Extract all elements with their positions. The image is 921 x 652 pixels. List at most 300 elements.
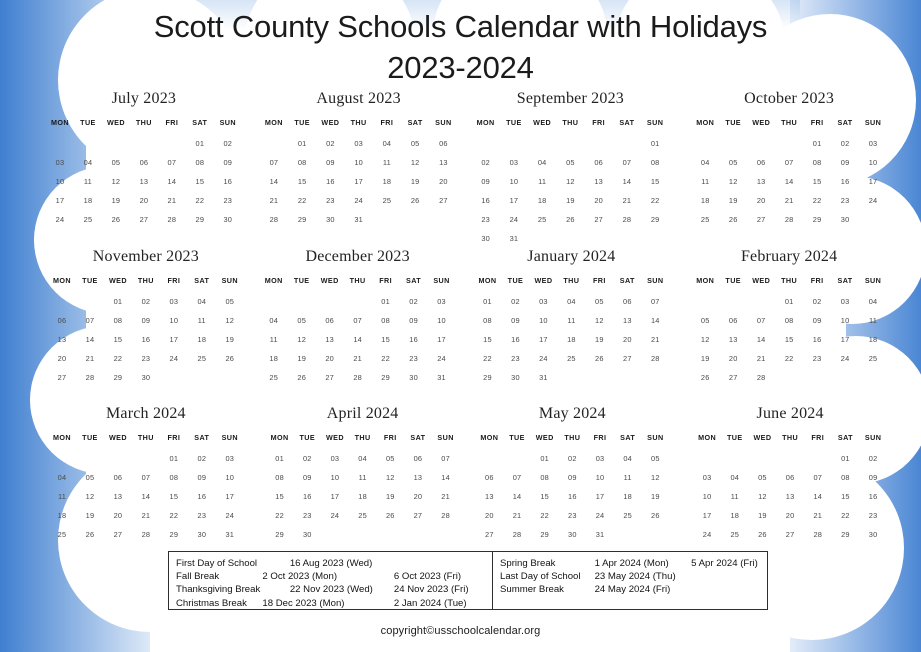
- day-cell[interactable]: 22: [841, 511, 850, 520]
- day-cell[interactable]: 21: [512, 511, 522, 520]
- day-cell[interactable]: 12: [758, 492, 767, 501]
- day-cell[interactable]: 22: [195, 196, 205, 205]
- day-cell[interactable]: 31: [539, 373, 548, 382]
- day-cell[interactable]: 10: [702, 492, 712, 501]
- day-cell[interactable]: 03: [55, 158, 65, 167]
- day-cell[interactable]: 20: [785, 511, 795, 520]
- day-cell[interactable]: 29: [169, 530, 179, 539]
- day-cell[interactable]: 17: [354, 177, 363, 186]
- day-cell[interactable]: 14: [141, 492, 151, 501]
- day-cell[interactable]: 27: [728, 373, 738, 382]
- day-cell[interactable]: 31: [509, 234, 519, 243]
- day-cell[interactable]: 26: [385, 511, 395, 520]
- day-cell[interactable]: 04: [623, 454, 632, 463]
- day-cell[interactable]: 25: [83, 215, 93, 224]
- day-cell[interactable]: 08: [169, 473, 179, 482]
- day-cell[interactable]: 11: [567, 316, 576, 325]
- day-cell[interactable]: 12: [385, 473, 395, 482]
- day-cell[interactable]: 17: [225, 492, 235, 501]
- day-cell[interactable]: 27: [325, 373, 334, 382]
- day-cell[interactable]: 24: [509, 215, 519, 224]
- day-cell[interactable]: 15: [784, 335, 794, 344]
- day-cell[interactable]: 07: [622, 158, 632, 167]
- day-cell[interactable]: 19: [595, 335, 604, 344]
- day-cell[interactable]: 19: [111, 196, 121, 205]
- day-cell[interactable]: 10: [539, 316, 548, 325]
- day-cell[interactable]: 02: [197, 454, 207, 463]
- day-cell[interactable]: 06: [57, 316, 67, 325]
- day-cell[interactable]: 23: [481, 215, 490, 224]
- day-cell[interactable]: 30: [868, 530, 878, 539]
- day-cell[interactable]: 04: [537, 158, 547, 167]
- day-cell[interactable]: 06: [485, 473, 494, 482]
- day-cell[interactable]: 16: [302, 492, 312, 501]
- day-cell[interactable]: 15: [297, 177, 307, 186]
- day-cell[interactable]: 26: [410, 196, 420, 205]
- day-cell[interactable]: 28: [622, 215, 632, 224]
- day-cell[interactable]: 27: [413, 511, 423, 520]
- day-cell[interactable]: 01: [381, 297, 390, 306]
- day-cell[interactable]: 12: [566, 177, 575, 186]
- day-cell[interactable]: 05: [595, 297, 604, 306]
- day-cell[interactable]: 30: [511, 373, 520, 382]
- day-cell[interactable]: 12: [595, 316, 604, 325]
- day-cell[interactable]: 19: [728, 196, 738, 205]
- day-cell[interactable]: 14: [622, 177, 632, 186]
- day-cell[interactable]: 04: [57, 473, 67, 482]
- day-cell[interactable]: 17: [55, 196, 65, 205]
- day-cell[interactable]: 01: [275, 454, 284, 463]
- day-cell[interactable]: 20: [325, 354, 334, 363]
- day-cell[interactable]: 18: [358, 492, 367, 501]
- day-cell[interactable]: 28: [85, 373, 95, 382]
- day-cell[interactable]: 07: [784, 158, 794, 167]
- day-cell[interactable]: 03: [437, 297, 446, 306]
- day-cell[interactable]: 17: [702, 511, 712, 520]
- day-cell[interactable]: 14: [784, 177, 794, 186]
- day-cell[interactable]: 03: [509, 158, 519, 167]
- day-cell[interactable]: 16: [868, 492, 878, 501]
- day-cell[interactable]: 27: [594, 215, 603, 224]
- day-cell[interactable]: 10: [840, 316, 850, 325]
- day-cell[interactable]: 26: [566, 215, 575, 224]
- day-cell[interactable]: 07: [141, 473, 151, 482]
- day-cell[interactable]: 21: [756, 354, 766, 363]
- day-cell[interactable]: 25: [269, 373, 279, 382]
- day-cell[interactable]: 17: [868, 177, 878, 186]
- day-cell[interactable]: 11: [701, 177, 710, 186]
- day-cell[interactable]: 05: [758, 473, 767, 482]
- day-cell[interactable]: 16: [481, 196, 490, 205]
- day-cell[interactable]: 19: [385, 492, 395, 501]
- day-cell[interactable]: 09: [812, 316, 822, 325]
- day-cell[interactable]: 25: [358, 511, 367, 520]
- day-cell[interactable]: 08: [784, 316, 794, 325]
- day-cell[interactable]: 15: [381, 335, 390, 344]
- day-cell[interactable]: 21: [813, 511, 823, 520]
- day-cell[interactable]: 15: [650, 177, 660, 186]
- day-cell[interactable]: 15: [483, 335, 492, 344]
- day-cell[interactable]: 17: [539, 335, 548, 344]
- day-cell[interactable]: 10: [437, 316, 446, 325]
- day-cell[interactable]: 22: [650, 196, 660, 205]
- day-cell[interactable]: 09: [223, 158, 233, 167]
- day-cell[interactable]: 19: [651, 492, 660, 501]
- day-cell[interactable]: 19: [758, 511, 767, 520]
- day-cell[interactable]: 24: [840, 354, 850, 363]
- day-cell[interactable]: 21: [167, 196, 177, 205]
- day-cell[interactable]: 06: [785, 473, 795, 482]
- day-cell[interactable]: 13: [439, 158, 448, 167]
- day-cell[interactable]: 03: [330, 454, 340, 463]
- day-cell[interactable]: 07: [756, 316, 766, 325]
- day-cell[interactable]: 09: [409, 316, 418, 325]
- day-cell[interactable]: 25: [567, 354, 576, 363]
- day-cell[interactable]: 16: [812, 335, 822, 344]
- day-cell[interactable]: 08: [812, 158, 822, 167]
- day-cell[interactable]: 15: [812, 177, 822, 186]
- day-cell[interactable]: 13: [325, 335, 334, 344]
- day-cell[interactable]: 11: [730, 492, 739, 501]
- day-cell[interactable]: 20: [756, 196, 766, 205]
- day-cell[interactable]: 10: [868, 158, 878, 167]
- day-cell[interactable]: 09: [568, 473, 577, 482]
- day-cell[interactable]: 05: [111, 158, 121, 167]
- day-cell[interactable]: 25: [730, 530, 740, 539]
- day-cell[interactable]: 18: [700, 196, 710, 205]
- day-cell[interactable]: 27: [113, 530, 123, 539]
- day-cell[interactable]: 24: [539, 354, 548, 363]
- day-cell[interactable]: 18: [382, 177, 392, 186]
- day-cell[interactable]: 22: [113, 354, 123, 363]
- day-cell[interactable]: 17: [437, 335, 446, 344]
- day-cell[interactable]: 15: [275, 492, 284, 501]
- day-cell[interactable]: 08: [195, 158, 205, 167]
- day-cell[interactable]: 12: [297, 335, 307, 344]
- day-cell[interactable]: 12: [225, 316, 235, 325]
- day-cell[interactable]: 07: [353, 316, 362, 325]
- day-cell[interactable]: 26: [297, 373, 307, 382]
- day-cell[interactable]: 01: [841, 454, 850, 463]
- day-cell[interactable]: 23: [302, 511, 312, 520]
- day-cell[interactable]: 18: [730, 511, 740, 520]
- day-cell[interactable]: 16: [326, 177, 335, 186]
- day-cell[interactable]: 30: [568, 530, 577, 539]
- day-cell[interactable]: 29: [195, 215, 205, 224]
- day-cell[interactable]: 08: [841, 473, 850, 482]
- day-cell[interactable]: 05: [85, 473, 95, 482]
- day-cell[interactable]: 11: [197, 316, 206, 325]
- day-cell[interactable]: 23: [511, 354, 520, 363]
- day-cell[interactable]: 05: [700, 316, 710, 325]
- day-cell[interactable]: 21: [269, 196, 279, 205]
- day-cell[interactable]: 20: [413, 492, 423, 501]
- day-cell[interactable]: 29: [297, 215, 307, 224]
- day-cell[interactable]: 13: [57, 335, 67, 344]
- day-cell[interactable]: 22: [540, 511, 549, 520]
- day-cell[interactable]: 05: [297, 316, 307, 325]
- day-cell[interactable]: 23: [141, 354, 151, 363]
- day-cell[interactable]: 05: [385, 454, 395, 463]
- day-cell[interactable]: 25: [868, 354, 878, 363]
- day-cell[interactable]: 04: [868, 297, 878, 306]
- day-cell[interactable]: 10: [330, 473, 340, 482]
- day-cell[interactable]: 30: [409, 373, 418, 382]
- day-cell[interactable]: 01: [195, 139, 205, 148]
- day-cell[interactable]: 14: [756, 335, 766, 344]
- day-cell[interactable]: 11: [269, 335, 278, 344]
- day-cell[interactable]: 23: [840, 196, 850, 205]
- day-cell[interactable]: 07: [813, 473, 823, 482]
- day-cell[interactable]: 22: [381, 354, 390, 363]
- day-cell[interactable]: 07: [167, 158, 177, 167]
- day-cell[interactable]: 27: [623, 354, 632, 363]
- day-cell[interactable]: 28: [756, 373, 766, 382]
- day-cell[interactable]: 18: [623, 492, 632, 501]
- day-cell[interactable]: 19: [85, 511, 95, 520]
- day-cell[interactable]: 07: [650, 297, 660, 306]
- day-cell[interactable]: 14: [512, 492, 522, 501]
- day-cell[interactable]: 03: [169, 297, 179, 306]
- day-cell[interactable]: 04: [567, 297, 576, 306]
- day-cell[interactable]: 30: [223, 215, 233, 224]
- day-cell[interactable]: 05: [225, 297, 235, 306]
- day-cell[interactable]: 05: [410, 139, 420, 148]
- day-cell[interactable]: 02: [141, 297, 151, 306]
- day-cell[interactable]: 28: [650, 354, 660, 363]
- day-cell[interactable]: 28: [353, 373, 362, 382]
- day-cell[interactable]: 14: [650, 316, 660, 325]
- day-cell[interactable]: 22: [784, 354, 794, 363]
- day-cell[interactable]: 26: [651, 511, 660, 520]
- day-cell[interactable]: 01: [169, 454, 179, 463]
- day-cell[interactable]: 24: [55, 215, 65, 224]
- day-cell[interactable]: 09: [511, 316, 520, 325]
- day-cell[interactable]: 03: [225, 454, 235, 463]
- day-cell[interactable]: 07: [512, 473, 522, 482]
- day-cell[interactable]: 11: [358, 473, 367, 482]
- day-cell[interactable]: 08: [540, 473, 549, 482]
- day-cell[interactable]: 19: [566, 196, 575, 205]
- day-cell[interactable]: 18: [868, 335, 878, 344]
- day-cell[interactable]: 22: [275, 511, 284, 520]
- day-cell[interactable]: 09: [302, 473, 312, 482]
- day-cell[interactable]: 29: [650, 215, 660, 224]
- day-cell[interactable]: 24: [169, 354, 179, 363]
- day-cell[interactable]: 01: [784, 297, 794, 306]
- day-cell[interactable]: 18: [269, 354, 279, 363]
- day-cell[interactable]: 31: [437, 373, 446, 382]
- day-cell[interactable]: 15: [540, 492, 549, 501]
- day-cell[interactable]: 22: [297, 196, 307, 205]
- day-cell[interactable]: 12: [651, 473, 660, 482]
- day-cell[interactable]: 25: [700, 215, 710, 224]
- day-cell[interactable]: 15: [113, 335, 123, 344]
- day-cell[interactable]: 01: [650, 139, 660, 148]
- day-cell[interactable]: 20: [113, 511, 123, 520]
- day-cell[interactable]: 31: [225, 530, 235, 539]
- day-cell[interactable]: 25: [382, 196, 392, 205]
- day-cell[interactable]: 12: [85, 492, 95, 501]
- day-cell[interactable]: 11: [538, 177, 547, 186]
- day-cell[interactable]: 14: [85, 335, 95, 344]
- day-cell[interactable]: 19: [225, 335, 235, 344]
- day-cell[interactable]: 27: [439, 196, 448, 205]
- day-cell[interactable]: 20: [57, 354, 67, 363]
- day-cell[interactable]: 26: [85, 530, 95, 539]
- day-cell[interactable]: 28: [813, 530, 823, 539]
- day-cell[interactable]: 27: [57, 373, 67, 382]
- day-cell[interactable]: 12: [111, 177, 121, 186]
- day-cell[interactable]: 23: [197, 511, 207, 520]
- day-cell[interactable]: 07: [269, 158, 279, 167]
- day-cell[interactable]: 04: [83, 158, 93, 167]
- day-cell[interactable]: 02: [568, 454, 577, 463]
- day-cell[interactable]: 25: [623, 511, 632, 520]
- day-cell[interactable]: 22: [812, 196, 822, 205]
- day-cell[interactable]: 02: [511, 297, 520, 306]
- day-cell[interactable]: 13: [113, 492, 123, 501]
- day-cell[interactable]: 29: [540, 530, 549, 539]
- day-cell[interactable]: 09: [481, 177, 490, 186]
- day-cell[interactable]: 27: [139, 215, 149, 224]
- day-cell[interactable]: 29: [812, 215, 822, 224]
- day-cell[interactable]: 13: [485, 492, 494, 501]
- day-cell[interactable]: 02: [812, 297, 822, 306]
- day-cell[interactable]: 13: [623, 316, 632, 325]
- day-cell[interactable]: 19: [297, 354, 307, 363]
- day-cell[interactable]: 17: [330, 492, 340, 501]
- day-cell[interactable]: 23: [812, 354, 822, 363]
- day-cell[interactable]: 16: [568, 492, 577, 501]
- day-cell[interactable]: 06: [139, 158, 149, 167]
- day-cell[interactable]: 03: [595, 454, 605, 463]
- day-cell[interactable]: 01: [297, 139, 307, 148]
- day-cell[interactable]: 08: [650, 158, 660, 167]
- day-cell[interactable]: 05: [566, 158, 575, 167]
- day-cell[interactable]: 21: [650, 335, 660, 344]
- day-cell[interactable]: 09: [840, 158, 850, 167]
- day-cell[interactable]: 14: [167, 177, 177, 186]
- day-cell[interactable]: 23: [223, 196, 233, 205]
- day-cell[interactable]: 02: [326, 139, 335, 148]
- day-cell[interactable]: 01: [812, 139, 822, 148]
- day-cell[interactable]: 20: [728, 354, 738, 363]
- day-cell[interactable]: 24: [225, 511, 235, 520]
- day-cell[interactable]: 16: [141, 335, 151, 344]
- day-cell[interactable]: 28: [441, 511, 450, 520]
- day-cell[interactable]: 24: [702, 530, 712, 539]
- day-cell[interactable]: 29: [381, 373, 390, 382]
- day-cell[interactable]: 02: [840, 139, 850, 148]
- day-cell[interactable]: 27: [485, 530, 494, 539]
- day-cell[interactable]: 26: [111, 215, 121, 224]
- day-cell[interactable]: 16: [409, 335, 418, 344]
- day-cell[interactable]: 08: [381, 316, 390, 325]
- day-cell[interactable]: 06: [413, 454, 423, 463]
- day-cell[interactable]: 17: [840, 335, 850, 344]
- day-cell[interactable]: 12: [700, 335, 710, 344]
- day-cell[interactable]: 04: [700, 158, 710, 167]
- day-cell[interactable]: 30: [326, 215, 335, 224]
- day-cell[interactable]: 19: [700, 354, 710, 363]
- day-cell[interactable]: 26: [700, 373, 710, 382]
- day-cell[interactable]: 01: [483, 297, 492, 306]
- day-cell[interactable]: 21: [85, 354, 95, 363]
- day-cell[interactable]: 10: [595, 473, 605, 482]
- day-cell[interactable]: 30: [840, 215, 850, 224]
- day-cell[interactable]: 18: [57, 511, 67, 520]
- day-cell[interactable]: 21: [622, 196, 632, 205]
- day-cell[interactable]: 26: [728, 215, 738, 224]
- day-cell[interactable]: 02: [868, 454, 878, 463]
- day-cell[interactable]: 10: [169, 316, 179, 325]
- day-cell[interactable]: 17: [509, 196, 519, 205]
- day-cell[interactable]: 16: [511, 335, 520, 344]
- day-cell[interactable]: 31: [595, 530, 605, 539]
- day-cell[interactable]: 13: [785, 492, 795, 501]
- day-cell[interactable]: 30: [141, 373, 151, 382]
- day-cell[interactable]: 23: [568, 511, 577, 520]
- day-cell[interactable]: 08: [297, 158, 307, 167]
- day-cell[interactable]: 06: [594, 158, 603, 167]
- day-cell[interactable]: 04: [730, 473, 740, 482]
- day-cell[interactable]: 15: [195, 177, 205, 186]
- day-cell[interactable]: 20: [139, 196, 149, 205]
- day-cell[interactable]: 23: [409, 354, 418, 363]
- day-cell[interactable]: 27: [756, 215, 766, 224]
- day-cell[interactable]: 21: [353, 354, 362, 363]
- day-cell[interactable]: 24: [868, 196, 878, 205]
- day-cell[interactable]: 16: [197, 492, 207, 501]
- day-cell[interactable]: 30: [302, 530, 312, 539]
- day-cell[interactable]: 16: [840, 177, 850, 186]
- day-cell[interactable]: 03: [868, 139, 878, 148]
- day-cell[interactable]: 06: [113, 473, 123, 482]
- day-cell[interactable]: 02: [409, 297, 418, 306]
- day-cell[interactable]: 04: [382, 139, 392, 148]
- day-cell[interactable]: 13: [594, 177, 603, 186]
- day-cell[interactable]: 10: [354, 158, 363, 167]
- day-cell[interactable]: 13: [139, 177, 149, 186]
- day-cell[interactable]: 20: [623, 335, 632, 344]
- day-cell[interactable]: 23: [326, 196, 335, 205]
- day-cell[interactable]: 24: [595, 511, 605, 520]
- day-cell[interactable]: 01: [540, 454, 549, 463]
- day-cell[interactable]: 14: [353, 335, 362, 344]
- day-cell[interactable]: 13: [756, 177, 766, 186]
- day-cell[interactable]: 24: [437, 354, 446, 363]
- day-cell[interactable]: 03: [354, 139, 363, 148]
- day-cell[interactable]: 14: [269, 177, 279, 186]
- day-cell[interactable]: 25: [197, 354, 207, 363]
- day-cell[interactable]: 02: [302, 454, 312, 463]
- day-cell[interactable]: 13: [413, 473, 423, 482]
- day-cell[interactable]: 12: [410, 158, 420, 167]
- day-cell[interactable]: 10: [509, 177, 519, 186]
- day-cell[interactable]: 09: [868, 473, 878, 482]
- day-cell[interactable]: 12: [728, 177, 738, 186]
- day-cell[interactable]: 13: [728, 335, 738, 344]
- day-cell[interactable]: 02: [223, 139, 233, 148]
- day-cell[interactable]: 08: [483, 316, 492, 325]
- day-cell[interactable]: 27: [785, 530, 795, 539]
- day-cell[interactable]: 03: [702, 473, 712, 482]
- day-cell[interactable]: 06: [728, 316, 738, 325]
- day-cell[interactable]: 06: [756, 158, 766, 167]
- day-cell[interactable]: 04: [358, 454, 367, 463]
- day-cell[interactable]: 21: [141, 511, 151, 520]
